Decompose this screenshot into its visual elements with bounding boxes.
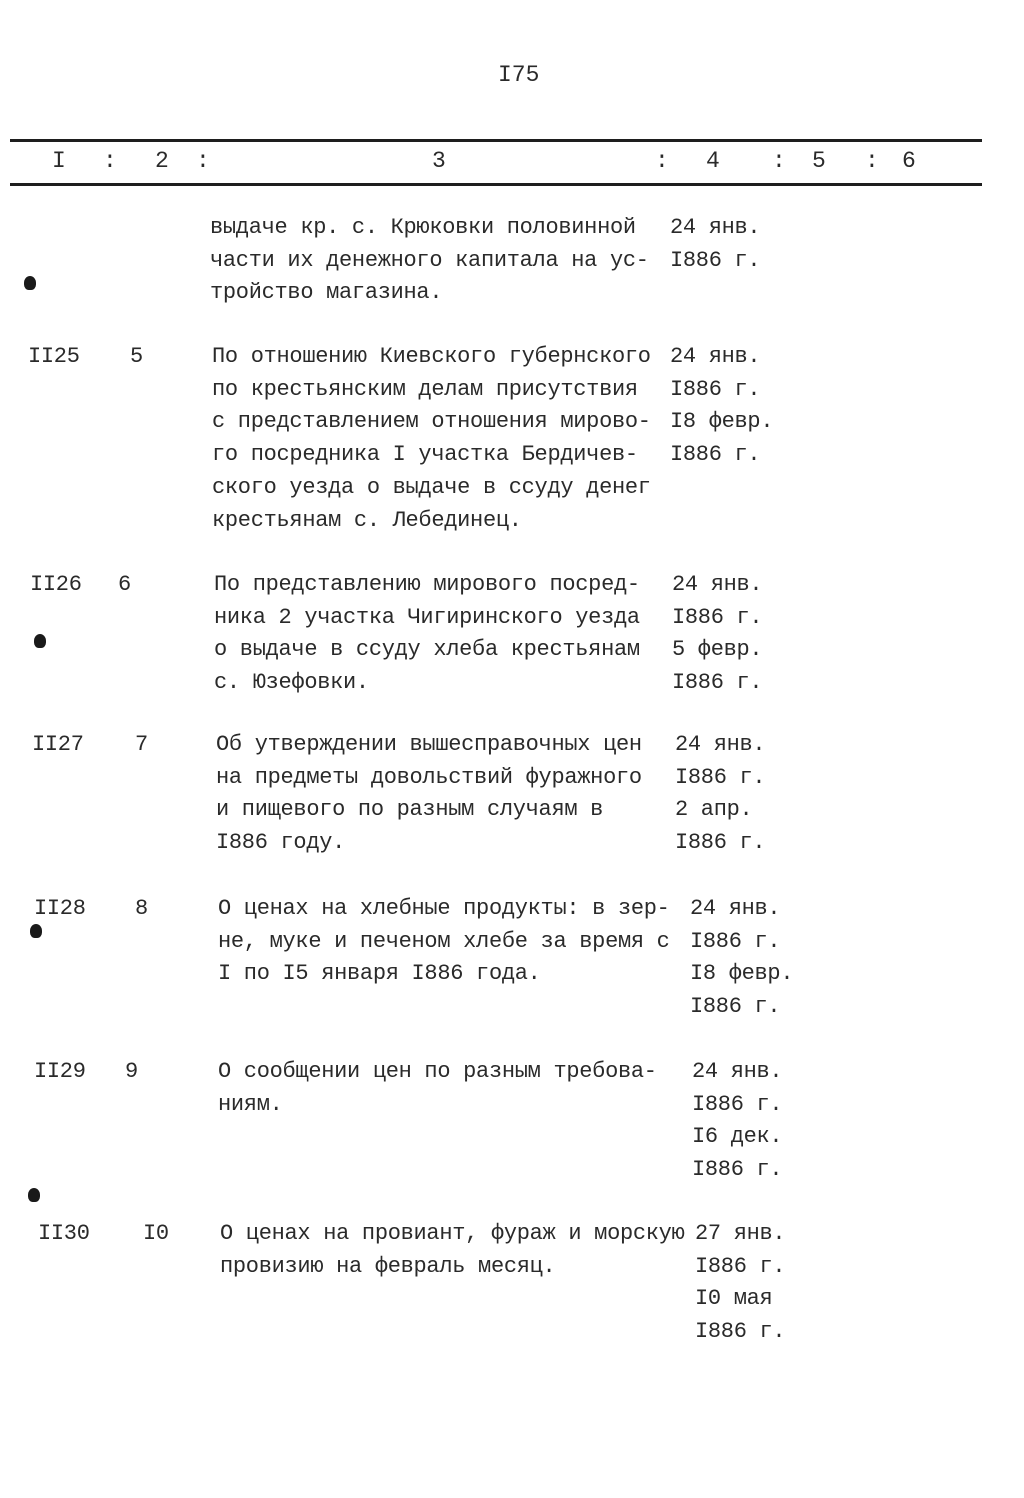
record-number: II29 bbox=[34, 1059, 86, 1084]
record-number: II25 bbox=[28, 344, 80, 369]
sheet-number: 8 bbox=[135, 896, 148, 921]
header-col-6: 6 bbox=[902, 148, 916, 174]
date-line: 27 янв. bbox=[695, 1221, 786, 1246]
record-description bbox=[210, 212, 649, 310]
date-line: 5 февр. bbox=[672, 637, 763, 663]
record-dates bbox=[672, 569, 762, 700]
date-line: 24 янв. bbox=[672, 572, 763, 597]
record-number: II27 bbox=[32, 732, 84, 757]
header-separator: : bbox=[865, 148, 879, 174]
record-dates bbox=[695, 1218, 785, 1349]
header-col-5: 5 bbox=[812, 148, 826, 174]
description-line: провизию на февраль месяц. bbox=[220, 1253, 556, 1279]
date-line: 24 янв. bbox=[670, 215, 761, 240]
record-dates bbox=[690, 893, 793, 1024]
record-number: II28 bbox=[34, 896, 86, 921]
header-separator: : bbox=[655, 148, 669, 174]
description-line: выдаче кр. с. Крюковки половинной bbox=[210, 215, 636, 240]
description-line: го посредника I участка Бердичев- bbox=[212, 442, 638, 468]
date-line: I886 г. bbox=[670, 442, 761, 468]
record-dates bbox=[670, 341, 773, 472]
description-line: По отношению Киевского губернского bbox=[212, 344, 651, 369]
header-col-2: 2 bbox=[155, 148, 169, 174]
description-line: О ценах на хлебные продукты: в зер- bbox=[218, 896, 670, 921]
date-line: I886 г. bbox=[695, 1319, 786, 1345]
date-line: I886 г. bbox=[672, 604, 763, 630]
record-number: II26 bbox=[30, 572, 82, 597]
date-line: I886 г. bbox=[695, 1253, 786, 1279]
sheet-number: 6 bbox=[118, 572, 131, 597]
description-line: с. Юзефовки. bbox=[214, 670, 369, 696]
date-line: I886 г. bbox=[675, 764, 766, 790]
date-line: I886 г. bbox=[692, 1157, 783, 1183]
description-line: по крестьянским делам присутствия bbox=[212, 376, 638, 402]
description-line: По представлению мирового посред- bbox=[214, 572, 640, 597]
description-line: о выдаче в ссуду хлеба крестьянам bbox=[214, 637, 640, 663]
header-separator: : bbox=[103, 148, 117, 174]
header-col-4: 4 bbox=[706, 148, 720, 174]
punch-hole-mark bbox=[30, 924, 42, 938]
date-line: 24 янв. bbox=[670, 344, 761, 369]
punch-hole-mark bbox=[34, 634, 46, 648]
punch-hole-mark bbox=[24, 276, 36, 290]
header-separator: : bbox=[772, 148, 786, 174]
date-line: I886 г. bbox=[675, 830, 766, 856]
description-line: не, муке и печеном хлебе за время с bbox=[218, 928, 670, 954]
description-line: крестьянам с. Лебединец. bbox=[212, 507, 522, 533]
description-line: Об утверждении вышесправочных цен bbox=[216, 732, 642, 757]
description-line: О сообщении цен по разным требова- bbox=[218, 1059, 657, 1084]
table-header-rule bbox=[10, 183, 982, 186]
record-description bbox=[214, 569, 640, 700]
date-line: 2 апр. bbox=[675, 797, 753, 823]
table-top-rule bbox=[10, 139, 982, 142]
date-line: I886 г. bbox=[690, 928, 781, 954]
record-number: II30 bbox=[38, 1221, 90, 1246]
date-line: I886 г. bbox=[670, 247, 761, 273]
description-line: I886 году. bbox=[216, 830, 346, 856]
description-line: тройство магазина. bbox=[210, 280, 443, 306]
description-line: и пищевого по разным случаям в bbox=[216, 797, 604, 823]
record-description bbox=[212, 341, 651, 537]
description-line: ниям. bbox=[218, 1091, 283, 1117]
date-line: I0 мая bbox=[695, 1286, 773, 1312]
date-line: I886 г. bbox=[670, 376, 761, 402]
header-separator: : bbox=[196, 148, 210, 174]
record-dates bbox=[670, 212, 760, 277]
header-col-3: 3 bbox=[432, 148, 446, 174]
date-line: I8 февр. bbox=[690, 961, 794, 987]
description-line: части их денежного капитала на ус- bbox=[210, 247, 649, 273]
date-line: 24 янв. bbox=[692, 1059, 783, 1084]
description-line: на предметы довольствий фуражного bbox=[216, 764, 642, 790]
description-line: I по I5 января I886 года. bbox=[218, 961, 541, 987]
description-line: ского уезда о выдаче в ссуду денег bbox=[212, 474, 651, 500]
date-line: I886 г. bbox=[690, 994, 781, 1020]
date-line: I886 г. bbox=[672, 670, 763, 696]
date-line: I8 февр. bbox=[670, 409, 774, 435]
record-dates bbox=[675, 729, 765, 860]
record-dates bbox=[692, 1056, 782, 1187]
page-number: I75 bbox=[498, 62, 540, 88]
punch-hole-mark bbox=[28, 1188, 40, 1202]
sheet-number: 7 bbox=[135, 732, 148, 757]
description-line: О ценах на провиант, фураж и морскую bbox=[220, 1221, 685, 1246]
sheet-number: 9 bbox=[125, 1059, 138, 1084]
record-description bbox=[218, 1056, 657, 1121]
date-line: I6 дек. bbox=[692, 1124, 783, 1150]
sheet-number: I0 bbox=[143, 1221, 169, 1246]
sheet-number: 5 bbox=[130, 344, 143, 369]
description-line: ника 2 участка Чигиринского уезда bbox=[214, 604, 640, 630]
description-line: с представлением отношения мирово- bbox=[212, 409, 651, 435]
date-line: 24 янв. bbox=[675, 732, 766, 757]
record-description bbox=[220, 1218, 684, 1283]
record-description bbox=[218, 893, 670, 991]
record-description bbox=[216, 729, 642, 860]
date-line: 24 янв. bbox=[690, 896, 781, 921]
header-col-1: I bbox=[52, 148, 66, 174]
date-line: I886 г. bbox=[692, 1091, 783, 1117]
